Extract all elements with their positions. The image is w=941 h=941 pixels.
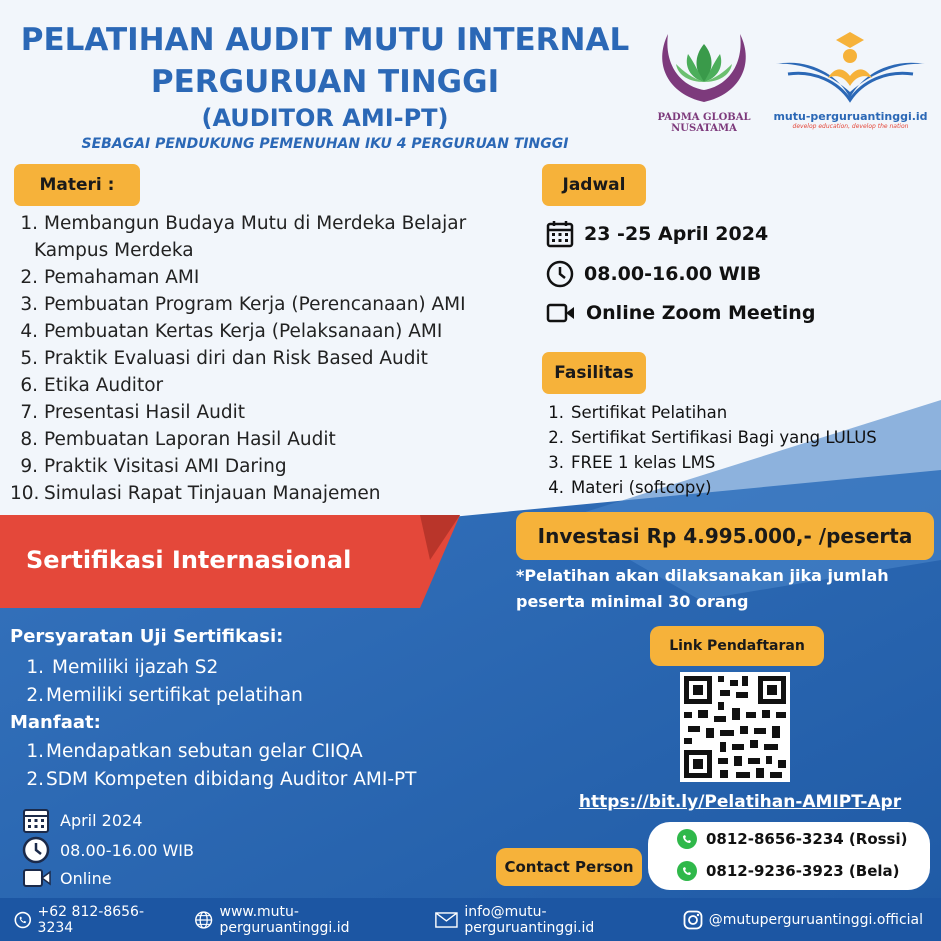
- jadwal-mode: Online Zoom Meeting: [586, 302, 816, 324]
- list-item: 4. Materi (softcopy): [548, 478, 712, 497]
- padma-logo: [648, 24, 760, 144]
- padma-logo-text-1: PADMA GLOBAL: [657, 112, 751, 123]
- contact-label: Contact Person: [496, 848, 642, 886]
- footer-email[interactable]: [435, 904, 650, 936]
- whatsapp-icon: [14, 910, 32, 930]
- footer-website[interactable]: [194, 904, 403, 936]
- whatsapp-icon: [676, 860, 698, 882]
- footer-instagram-text: @mutuperguruantinggi.official: [708, 911, 923, 928]
- padma-logo-text-2: NUSATAMA: [671, 123, 737, 134]
- footer-phone[interactable]: [14, 904, 162, 936]
- jadwal-date-row: [546, 220, 768, 248]
- sert-time: 08.00-16.00 WIB: [60, 840, 194, 860]
- calendar-icon: [22, 806, 50, 834]
- list-item: 8. Pembuatan Laporan Hasil Audit: [20, 429, 336, 450]
- footer-email-text: info@mutu-perguruantinggi.id: [464, 903, 595, 936]
- whatsapp-icon: [676, 828, 698, 850]
- contact-phone-1-row[interactable]: [676, 828, 907, 850]
- investasi-note-1: *Pelatihan akan dilaksanakan jika jumlah: [516, 566, 889, 585]
- materi-list: [10, 210, 520, 507]
- list-item: 1. Memiliki ijazah S2: [26, 657, 219, 678]
- footer-bar: [0, 898, 941, 941]
- list-item: 9. Praktik Visitasi AMI Daring: [20, 456, 287, 477]
- mutu-logo: [768, 28, 933, 138]
- sert-mode: Online: [60, 868, 112, 888]
- lotus-icon: [648, 24, 760, 106]
- list-item: 7. Presentasi Hasil Audit: [20, 402, 245, 423]
- mutu-logo-name: mutu-perguruantinggi.id: [773, 110, 928, 123]
- list-item: 1. Sertifikat Pelatihan: [548, 403, 728, 422]
- list-item: 5. Praktik Evaluasi diri dan Risk Based Audit: [20, 348, 428, 369]
- registration-label: Link Pendaftaran: [650, 626, 824, 666]
- fasilitas-label: Fasilitas: [542, 352, 646, 394]
- list-item: 3. FREE 1 kelas LMS: [548, 453, 716, 472]
- jadwal-label: Jadwal: [542, 164, 646, 206]
- investasi-note-2: peserta minimal 30 orang: [516, 592, 749, 611]
- list-item: 2. Memiliki sertifikat pelatihan: [26, 685, 303, 706]
- registration-link[interactable]: https://bit.ly/Pelatihan-AMIPT-Apr: [578, 792, 902, 812]
- clock-icon: [546, 260, 574, 288]
- jadwal-mode-row: [546, 300, 815, 326]
- investasi-banner: Investasi Rp 4.995.000,- /peserta: [516, 512, 934, 560]
- calendar-icon: [546, 220, 574, 248]
- footer-phone-text: +62 812-8656-3234: [37, 903, 144, 936]
- title-line-2: PERGURUAN TINGGI: [150, 64, 500, 100]
- materi-label: Materi :: [14, 164, 140, 206]
- list-item: 1. Mendapatkan sebutan gelar CIIQA: [26, 741, 363, 762]
- sert-date: April 2024: [60, 810, 143, 830]
- sert-mode-row: [22, 866, 112, 890]
- video-camera-icon: [546, 300, 576, 326]
- jadwal-date: 23 -25 April 2024: [584, 223, 769, 245]
- video-camera-icon: [22, 866, 52, 890]
- mutu-logo-tagline: develop education, develop the nation: [792, 123, 909, 130]
- footer-instagram[interactable]: [683, 910, 923, 930]
- list-item: 2. Pemahaman AMI: [20, 267, 200, 288]
- list-item: 6. Etika Auditor: [20, 375, 164, 396]
- subtitle: SEBAGAI PENDUKUNG PEMENUHAN IKU 4 PERGURUAN TINGGI: [81, 136, 569, 152]
- instagram-icon: [683, 910, 703, 930]
- sert-date-row: [22, 806, 142, 834]
- benefits-list: [22, 738, 416, 794]
- contact-phone-1: 0812-8656-3234 (Rossi): [706, 830, 908, 848]
- clock-icon: [22, 836, 50, 864]
- list-item: 2. Sertifikat Sertifikasi Bagi yang LULUS: [548, 428, 877, 447]
- title-line-1: PELATIHAN AUDIT MUTU INTERNAL: [20, 22, 630, 58]
- contact-phone-2: 0812-9236-3923 (Bela): [706, 862, 900, 880]
- graduation-book-icon: [768, 28, 933, 106]
- jadwal-time: 08.00-16.00 WIB: [584, 263, 762, 285]
- jadwal-time-row: [546, 260, 761, 288]
- title-line-3: (AUDITOR AMI-PT): [201, 104, 449, 132]
- benefits-heading: Manfaat:: [10, 712, 101, 733]
- mail-icon: [435, 911, 458, 929]
- footer-website-text: www.mutu-perguruantinggi.id: [219, 903, 350, 936]
- fasilitas-list: [546, 400, 936, 500]
- contact-phone-2-row[interactable]: [676, 860, 900, 882]
- list-item: 10. Simulasi Rapat Tinjauan Manajemen: [10, 483, 381, 504]
- list-item: 4. Pembuatan Kertas Kerja (Pelaksanaan) AMI: [20, 321, 443, 342]
- qr-code-icon: [680, 672, 790, 782]
- sertifikasi-banner: Sertifikasi Internasional: [26, 546, 352, 574]
- qr-code[interactable]: [680, 672, 790, 782]
- list-item: 1. Membangun Budaya Mutu di Merdeka Belajar Kampus Merdeka: [20, 213, 467, 261]
- requirements-heading: Persyaratan Uji Sertifikasi:: [10, 626, 284, 647]
- globe-icon: [194, 909, 213, 931]
- list-item: 3. Pembuatan Program Kerja (Perencanaan) AMI: [20, 294, 466, 315]
- requirements-list: [22, 654, 303, 710]
- list-item: 2. SDM Kompeten dibidang Auditor AMI-PT: [26, 769, 417, 790]
- sert-time-row: [22, 836, 194, 864]
